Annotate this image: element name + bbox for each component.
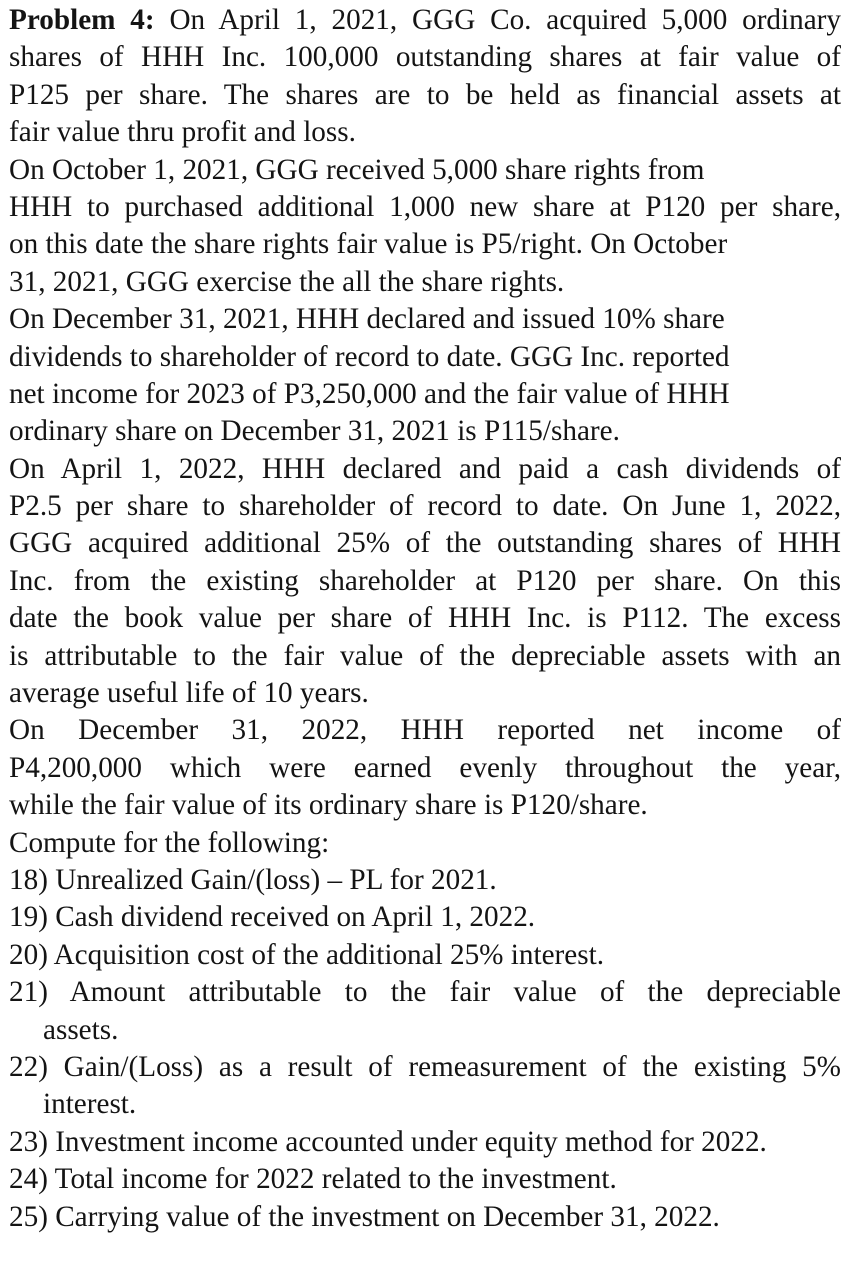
problem-line: HHH to purchased additional 1,000 new share at P120 per share, [9,190,841,223]
problem-line: 31, 2021, GGG exercise the all the share rights. [9,265,565,298]
question-item: 24) Total income for 2022 related to the investment. [9,1163,617,1196]
question-item-continuation: interest. [43,1088,137,1121]
question-item: 19) Cash dividend received on April 1, 2022. [9,901,536,934]
compute-heading: Compute for the following: [9,826,330,859]
problem-first-line [9,2,841,39]
question-item: 22) Gain/(Loss) as a result of remeasurement of the existing 5% [9,1050,841,1083]
problem-document [9,2,841,1236]
problem-line: ordinary share on December 31, 2021 is P115/share. [9,415,620,448]
problem-line: P2.5 per share to shareholder of record to date. On June 1, 2022, [9,490,841,523]
problem-line: fair value thru profit and loss. [9,116,356,149]
problem-line: On December 31, 2021, HHH declared and issued 10% share [9,303,725,336]
problem-intro-text: On April 1, 2021, GGG Co. acquired 5,000 ordinary [154,4,842,36]
question-item: 23) Investment income accounted under equity method for 2022. [9,1125,767,1158]
problem-line: P125 per share. The shares are to be held as financial assets at [9,78,841,111]
question-item: 18) Unrealized Gain/(loss) – PL for 2021. [9,863,497,896]
problem-line: while the fair value of its ordinary share is P120/share. [9,789,648,822]
problem-line: date the book value per share of HHH Inc. is P112. The excess [9,602,841,635]
problem-line: net income for 2023 of P3,250,000 and the fair value of HHH [9,377,730,410]
problem-line: average useful life of 10 years. [9,677,369,710]
problem-label: Problem 4: [9,4,155,36]
problem-line: On April 1, 2022, HHH declared and paid a cash dividends of [9,452,841,485]
problem-line: GGG acquired additional 25% of the outstanding shares of HHH [9,527,841,560]
problem-line: shares of HHH Inc. 100,000 outstanding shares at fair value of [9,41,841,74]
problem-line: P4,200,000 which were earned evenly throughout the year, [9,751,841,784]
problem-line: dividends to shareholder of record to date. GGG Inc. reported [9,340,730,373]
question-item: 25) Carrying value of the investment on December 31, 2022. [9,1200,720,1233]
question-item-continuation: assets. [43,1013,119,1046]
problem-line: On December 31, 2022, HHH reported net income of [9,714,841,747]
question-item: 21) Amount attributable to the fair value of the depreciable [9,976,841,1009]
problem-line: On October 1, 2021, GGG received 5,000 share rights from [9,153,705,186]
question-item: 20) Acquisition cost of the additional 25% interest. [9,938,604,971]
problem-line: Inc. from the existing shareholder at P120 per share. On this [9,564,841,597]
problem-line: is attributable to the fair value of the depreciable assets with an [9,639,841,672]
problem-line: on this date the share rights fair value is P5/right. On October [9,228,728,261]
